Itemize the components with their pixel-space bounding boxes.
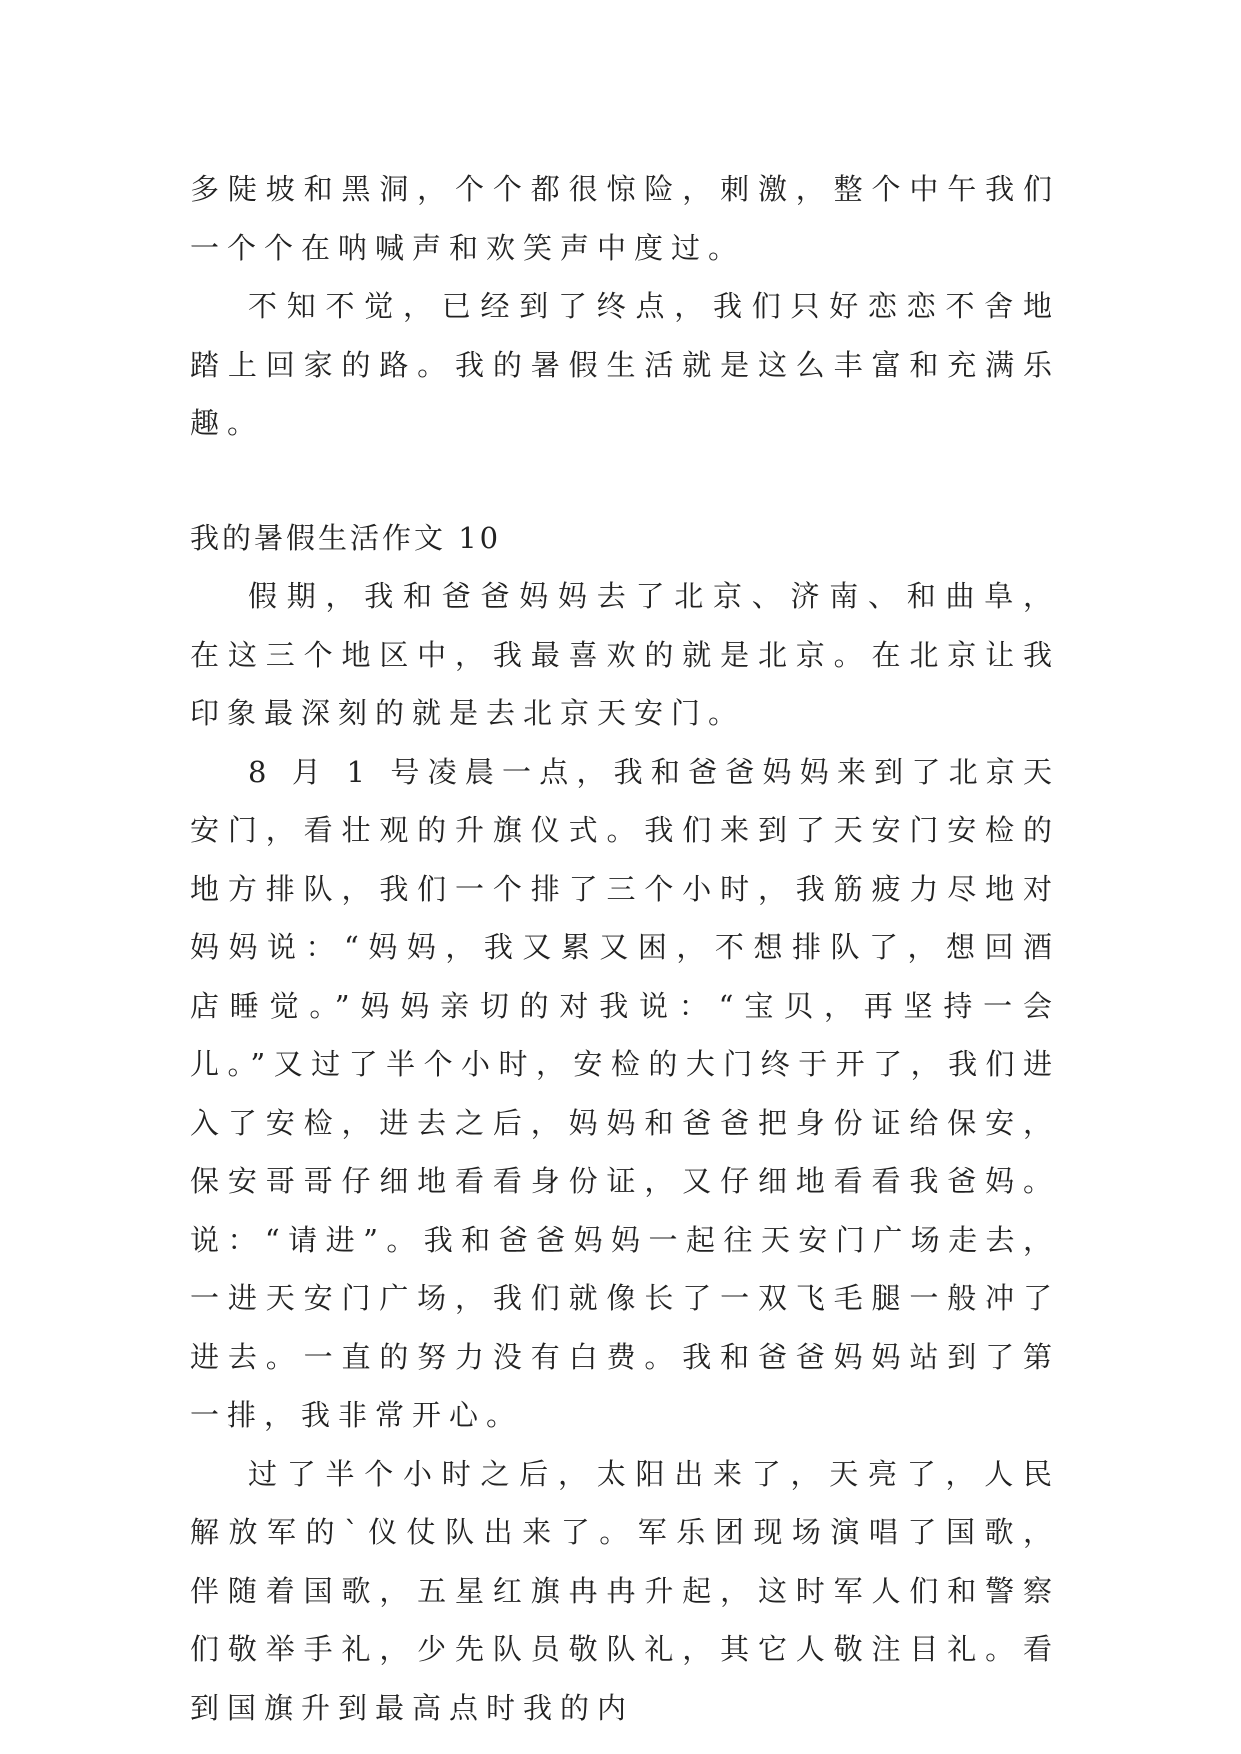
paragraph: 假期，我和爸爸妈妈去了北京、济南、和曲阜，在这三个地区中，我最喜欢的就是北京。在北京让我印象最深刻的就是去北京天安门。 (190, 579, 1060, 730)
paragraph-continued: 多陡坡和黑洞，个个都很惊险，刺激，整个中午我们一个个在呐喊声和欢笑声中度过。 (190, 172, 1060, 265)
section-title: 我的暑假生活作文 10 (190, 520, 502, 555)
paragraph: 不知不觉，已经到了终点，我们只好恋恋不舍地踏上回家的路。我的暑假生活就是这么丰富和充满乐趣。 (190, 289, 1060, 440)
section-gap (190, 453, 1060, 509)
document-page (190, 160, 1060, 1737)
paragraph: 8 月 1 号凌晨一点，我和爸爸妈妈来到了北京天安门，看壮观的升旗仪式。我们来到了天安门安检的地方排队，我们一个排了三个小时，我筋疲力尽地对妈妈说：“妈妈，我又累又困，不想排队了，想回酒店睡觉。”妈妈亲切的对我说：“宝贝，再坚持一会儿。”又过了半个小时，安检的大门终于开了，我们进入了安检，进去之后，妈妈和爸爸把身份证给保安，保安哥哥仔细地看看身份证，又仔细地看看我爸妈。说：“请进”。我和爸爸妈妈一起往天安门广场走去，一进天安门广场，我们就像长了一双飞毛腿一般冲了进去。一直的努力没有白费。我和爸爸妈妈站到了第一排，我非常开心。 (190, 754, 1060, 1432)
paragraph: 过了半个小时之后，太阳出来了，天亮了，人民解放军的`仪仗队出来了。军乐团现场演唱了国歌，伴随着国歌，五星红旗冉冉升起，这时军人们和警察们敬举手礼，少先队员敬队礼，其它人敬注目礼。看到国旗升到最高点时我的内 (190, 1456, 1060, 1725)
